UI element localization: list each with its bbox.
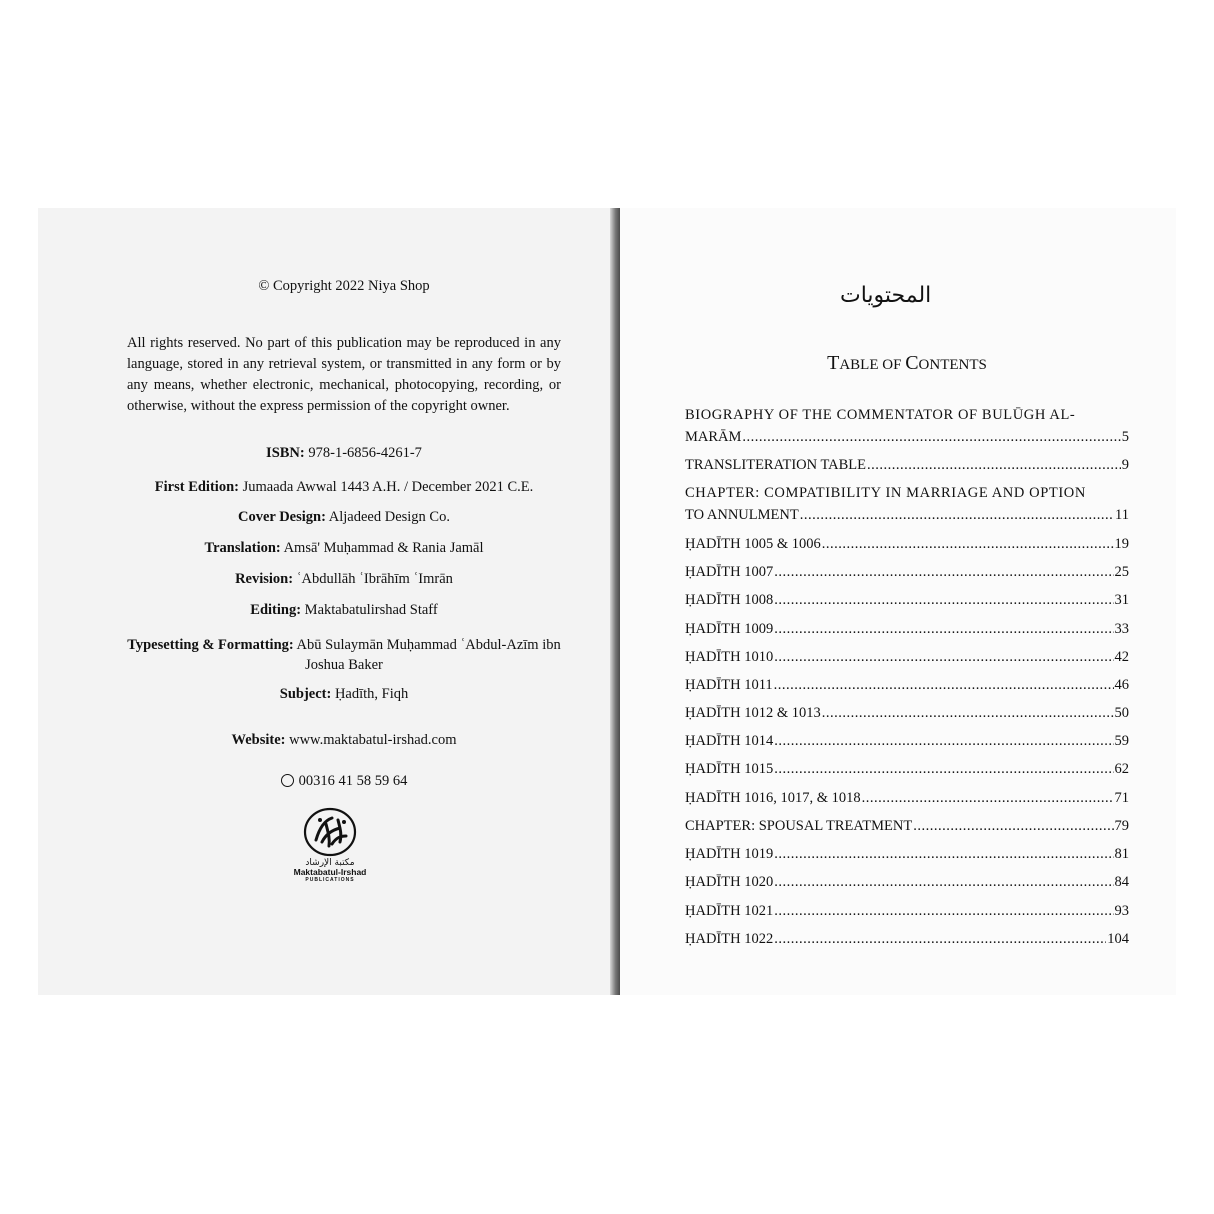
toc-entry-title: ḤADĪTH 1016, 1017, & 1018: [685, 790, 861, 806]
irshad-calligraphy-logo: [302, 806, 358, 858]
logo-subtitle: PUBLICATIONS: [305, 877, 355, 883]
toc-title-initial-2: C: [905, 352, 919, 374]
toc-leader: [774, 928, 1106, 950]
toc-entry[interactable]: [685, 843, 1129, 865]
toc-page-number: 81: [1114, 846, 1129, 862]
typesetting-line: [120, 635, 568, 675]
phone-number: 00316 41 58 59 64: [298, 773, 408, 789]
toc-page-number: 46: [1114, 677, 1129, 693]
toc-entry-title: ḤADĪTH 1009: [685, 621, 774, 637]
toc-page-number: 71: [1114, 790, 1129, 806]
edition-line: [127, 479, 561, 496]
copyright-line: © Copyright 2022 Niya Shop: [258, 278, 430, 294]
whatsapp-icon: [281, 774, 294, 787]
isbn-line: [127, 445, 561, 462]
toc-leader: [913, 815, 1113, 837]
website-label: Website:: [231, 732, 286, 748]
toc-entry[interactable]: [685, 900, 1129, 922]
toc-entry-title: TRANSLITERATION TABLE: [685, 457, 867, 473]
toc-leader: [867, 454, 1121, 476]
toc-page-number: 9: [1121, 457, 1129, 473]
toc-entry[interactable]: [685, 533, 1129, 555]
toc-entry-title: ḤADĪTH 1021: [685, 903, 774, 919]
toc-page-number: 19: [1114, 536, 1129, 552]
publisher-logo: [285, 806, 375, 898]
toc-leader: [774, 618, 1113, 640]
subject-line: [127, 686, 561, 703]
website-line: [127, 732, 561, 749]
logo-arabic-name: مكتبة الإرشاد: [305, 858, 355, 868]
toc-page-number: 31: [1114, 592, 1129, 608]
toc-page-number: 62: [1114, 761, 1129, 777]
toc-leader: [774, 646, 1113, 668]
toc-title-initial-1: T: [827, 352, 840, 374]
toc-title-part-1: ABLE OF: [839, 357, 906, 373]
toc-entry[interactable]: [685, 730, 1129, 752]
typesetting-value: Abū Sulaymān Muḥammad ʿAbdul-Azīm ibn Joshua Baker: [296, 637, 561, 673]
toc-entry[interactable]: [685, 404, 1129, 448]
toc-leader: [774, 730, 1113, 752]
editing-value: Maktabatulirshad Staff: [304, 602, 438, 618]
translation-line: [127, 540, 561, 557]
toc-page-number: 5: [1121, 429, 1129, 445]
toc-page-number: 33: [1114, 621, 1129, 637]
toc-leader: [774, 758, 1113, 780]
toc-title-part-2: ONTENTS: [918, 357, 987, 373]
edition-value: Jumaada Awwal 1443 A.H. / December 2021 C.E.: [242, 479, 534, 495]
toc-entry-title: ḤADĪTH 1008: [685, 592, 774, 608]
toc-entry-title: ḤADĪTH 1005 & 1006: [685, 536, 821, 552]
toc-entry[interactable]: [685, 561, 1129, 583]
toc-entry-title: ḤADĪTH 1022: [685, 931, 774, 947]
toc-entry-title: ḤADĪTH 1014: [685, 733, 774, 749]
toc-leader: [742, 426, 1120, 448]
revision-line: [127, 571, 561, 588]
toc-page-number: 93: [1114, 903, 1129, 919]
toc-entry-title: ḤADĪTH 1012 & 1013: [685, 705, 821, 721]
toc-entry[interactable]: [685, 482, 1129, 526]
toc-entry-title: ḤADĪTH 1011: [685, 677, 773, 693]
cover-label: Cover Design:: [238, 509, 326, 525]
isbn-value: 978-1-6856-4261-7: [308, 445, 422, 461]
toc-entry[interactable]: [685, 787, 1129, 809]
translation-label: Translation:: [204, 540, 281, 556]
logo-name: Maktabatul-Irshad: [293, 867, 367, 877]
toc-leader: [862, 787, 1114, 809]
toc-entry-title: ḤADĪTH 1015: [685, 761, 774, 777]
edition-label: First Edition:: [154, 479, 239, 495]
toc-leader: [774, 674, 1114, 696]
toc-entry[interactable]: [685, 589, 1129, 611]
toc-page-number: 42: [1114, 649, 1129, 665]
toc-page-number: 84: [1114, 874, 1129, 890]
arabic-heading: المحتويات: [840, 283, 932, 308]
subject-label: Subject:: [279, 686, 332, 702]
typesetting-label: Typesetting & Formatting:: [127, 637, 294, 653]
editing-label: Editing:: [250, 602, 302, 618]
isbn-label: ISBN:: [266, 445, 305, 461]
book-spine: [610, 208, 620, 995]
toc-entry-title: ḤADĪTH 1010: [685, 649, 774, 665]
toc-entry[interactable]: [685, 871, 1129, 893]
toc-entry[interactable]: [685, 928, 1129, 950]
toc-entry[interactable]: [685, 758, 1129, 780]
translation-value: Amsā' Muḥammad & Rania Jamāl: [283, 540, 484, 556]
toc-leader: [774, 589, 1113, 611]
editing-line: [127, 602, 561, 619]
phone-line: [127, 773, 561, 790]
toc-entry[interactable]: [685, 454, 1129, 476]
toc-leader: [800, 504, 1114, 526]
cover-line: [127, 509, 561, 526]
toc-page-number: 59: [1114, 733, 1129, 749]
toc-entry-title: ḤADĪTH 1007: [685, 564, 774, 580]
toc-entry[interactable]: [685, 618, 1129, 640]
toc-leader: [774, 843, 1113, 865]
toc-entry-title: ḤADĪTH 1019: [685, 846, 774, 862]
toc-entry[interactable]: [685, 815, 1129, 837]
toc-page-number: 79: [1114, 818, 1129, 834]
toc-page-number: 11: [1115, 507, 1129, 523]
website-value: www.maktabatul-irshad.com: [289, 732, 457, 748]
revision-label: Revision:: [235, 571, 294, 587]
toc-entry-title-line: BIOGRAPHY OF THE COMMENTATOR OF BULŪGH AL-: [685, 407, 1076, 423]
toc-entry[interactable]: [685, 674, 1129, 696]
toc-page-number: 25: [1114, 564, 1129, 580]
toc-entry[interactable]: [685, 646, 1129, 668]
toc-leader: [774, 871, 1113, 893]
toc-leader: [822, 702, 1114, 724]
rights-statement: All rights reserved. No part of this publication may be reproduced in any language, stored in any retrieval system, or transmitted in any form or by any means, whether electronic, mechanical, photocopying, recording, or otherwise, without the express permission of the copyright owner.: [127, 335, 561, 414]
toc-page-number: 50: [1114, 705, 1129, 721]
toc-entry-title: MARĀM: [685, 429, 742, 445]
cover-value: Aljadeed Design Co.: [328, 509, 450, 525]
toc-entry-title-line: CHAPTER: COMPATIBILITY IN MARRIAGE AND OPTION: [685, 485, 1086, 501]
toc-leader: [774, 561, 1113, 583]
revision-value: ʿAbdullāh ʿIbrāhīm ʿImrān: [296, 571, 453, 587]
toc-leader: [774, 900, 1113, 922]
toc-entry[interactable]: [685, 702, 1129, 724]
toc-entry-title: CHAPTER: SPOUSAL TREATMENT: [685, 818, 913, 834]
toc-entry-title: ḤADĪTH 1020: [685, 874, 774, 890]
toc-page-number: 104: [1107, 931, 1129, 947]
subject-value: Ḥadīth, Fiqh: [334, 686, 409, 702]
toc-entry-title: TO ANNULMENT: [685, 507, 799, 523]
toc-title: [685, 352, 1129, 375]
toc-leader: [822, 533, 1114, 555]
